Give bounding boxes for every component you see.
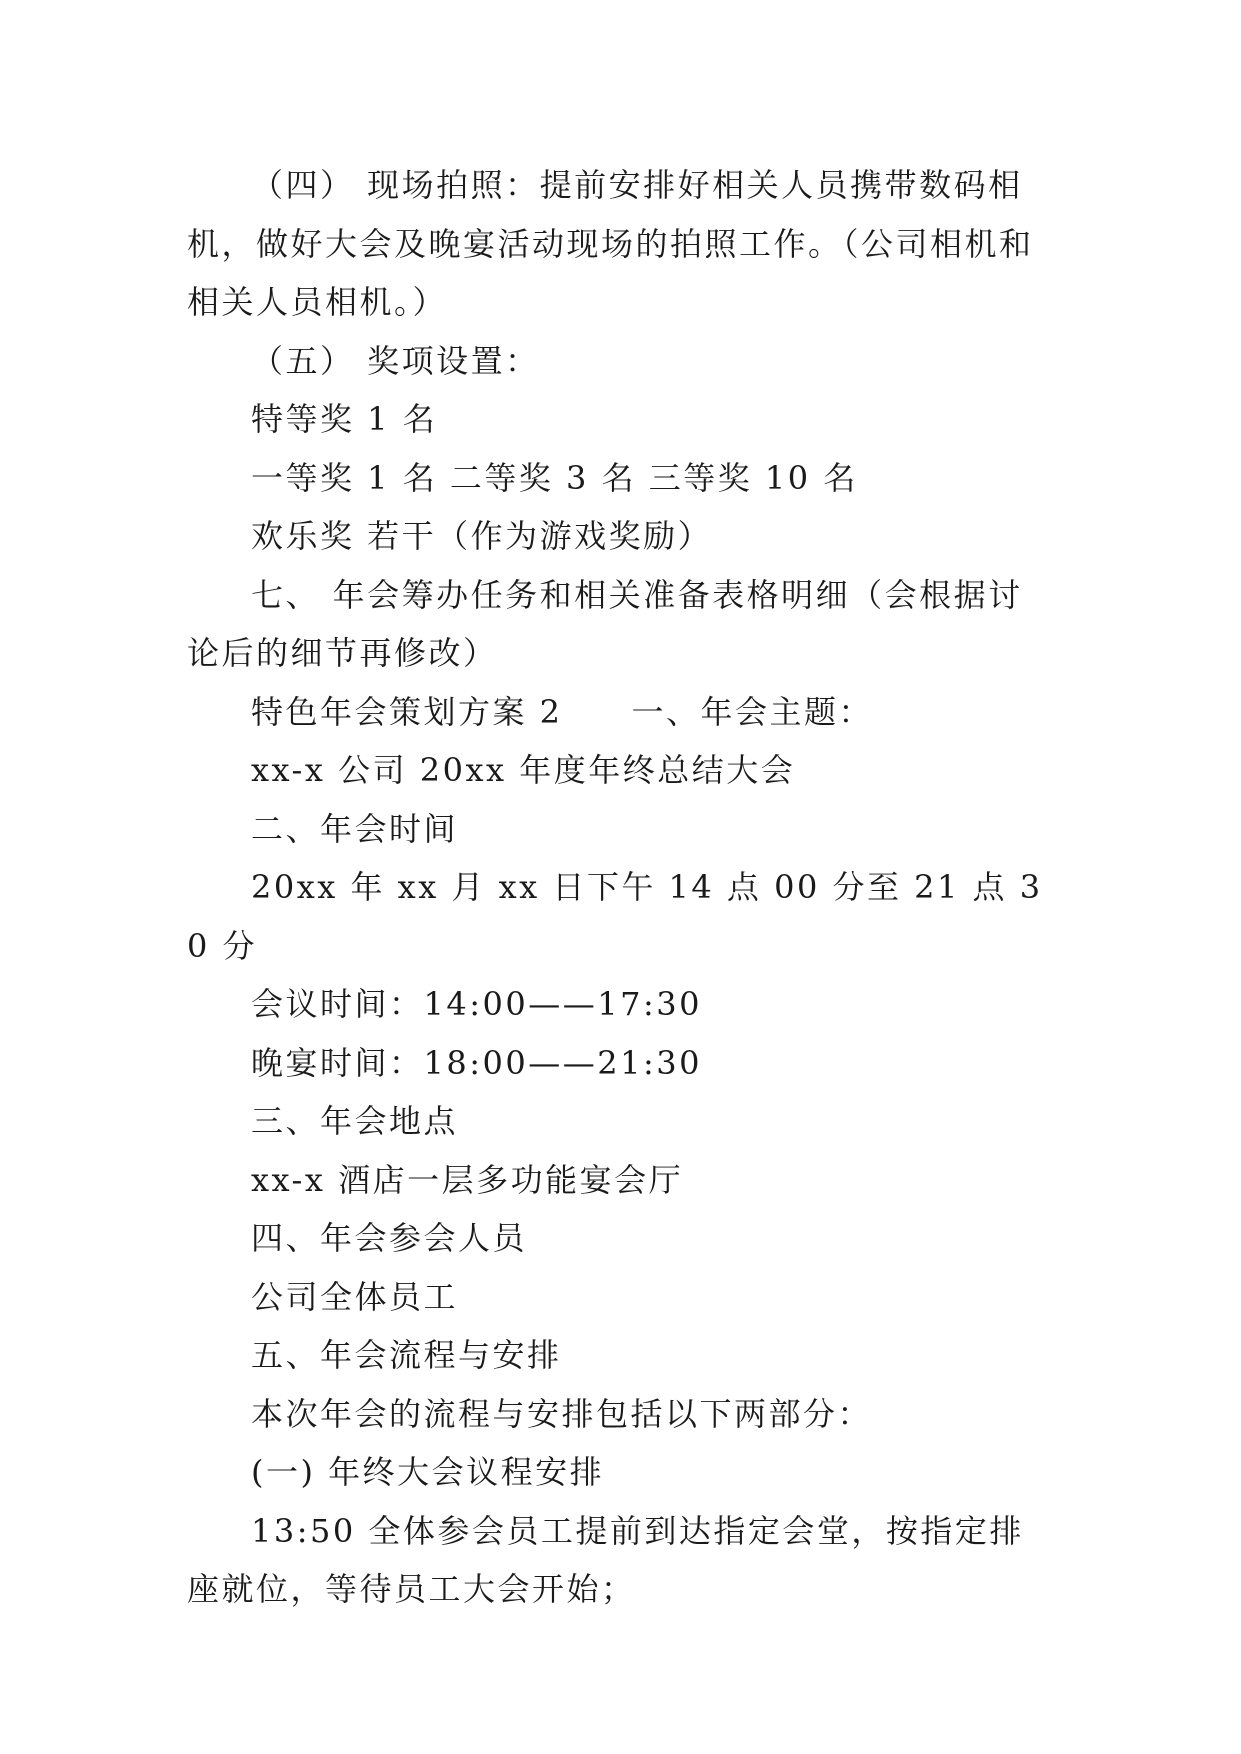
paragraph-section-seven-heading: 七、 年会筹办任务和相关准备表格明细（会根据讨论后的细节再修改）	[187, 575, 1023, 672]
paragraph-location-heading: 三、年会地点	[251, 1102, 459, 1140]
paragraph-special-prize: 特等奖 1 名	[251, 400, 438, 438]
paragraph-attendees-heading: 四、年会参会人员	[251, 1219, 528, 1257]
document-body	[187, 156, 1049, 1619]
paragraph-attendees-value: 公司全体员工	[251, 1277, 459, 1316]
paragraph-plan-two-theme-heading: 特色年会策划方案 2 一、年会主题：	[251, 692, 874, 731]
paragraph-theme-value: xx-x 公司 20xx 年度年终总结大会	[251, 751, 796, 789]
paragraph-time-heading: 二、年会时间	[251, 809, 459, 848]
paragraph-location-value: xx-x 酒店一层多功能宴会厅	[251, 1160, 684, 1199]
paragraph-date-range: 20xx 年 xx 月 xx 日下午 14 点 00 分至 21 点 30 分	[187, 868, 1043, 965]
paragraph-award-settings-heading: （五） 奖项设置：	[251, 341, 540, 380]
paragraph-banquet-time: 晚宴时间：18:00——21:30	[251, 1043, 702, 1082]
paragraph-process-heading: 五、年会流程与安排	[251, 1336, 562, 1374]
paragraph-agenda-item-1350: 13:50 全体参会员工提前到达指定会堂，按指定排座就位，等待员工大会开始；	[187, 1511, 1024, 1608]
paragraph-agenda-heading: (一) 年终大会议程安排	[251, 1453, 605, 1491]
paragraph-fun-prize: 欢乐奖 若干（作为游戏奖励）	[251, 517, 713, 555]
paragraph-meeting-time: 会议时间：14:00——17:30	[251, 985, 702, 1023]
paragraph-process-intro: 本次年会的流程与安排包括以下两部分：	[251, 1394, 873, 1433]
paragraph-prize-tiers: 一等奖 1 名 二等奖 3 名 三等奖 10 名	[251, 458, 858, 497]
paragraph-photo-arrangement: （四） 现场拍照：提前安排好相关人员携带数码相机，做好大会及晚宴活动现场的拍照工作。（公司相机和相关人员相机。）	[187, 166, 1034, 321]
